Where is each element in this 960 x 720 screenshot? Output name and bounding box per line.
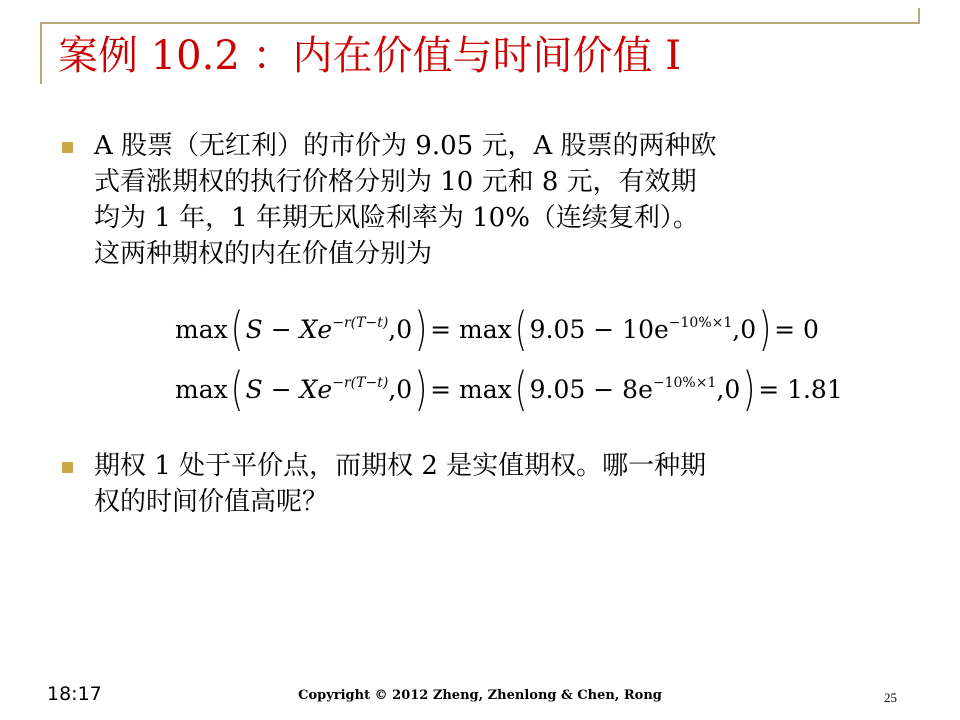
formula-exponent: −r(T−t) [332,375,389,391]
footer-time: 18:17 [47,683,102,705]
slide-title: 案例 10.2 ：内在价值与时间价值 I [58,33,682,79]
paragraph-line: A 股票（无红利）的市价为 9.05 元，A 股票的两种欧 [94,131,717,161]
formula-result: = 0 [774,314,819,344]
paragraph-line: 权的时间价值高呢？ [94,487,329,517]
formula-equals-max: = max [430,314,512,344]
formula-expression-numeric: 9.05 − 8e [529,374,653,404]
formula-paren-open: ( [230,362,243,416]
formula-exponent-numeric: −10%×1 [668,315,733,331]
footer-copyright: Copyright © 2012 Zheng, Zhenlong & Chen, Rong [298,688,662,703]
top-rule [40,22,920,24]
paragraph-line: 均为 1 年，1 年期无风险利率为 10%（连续复利）。 [94,203,699,233]
formula-paren-open: ( [514,302,527,356]
formula-equals-max: = max [430,374,512,404]
formula-expression: S − Xe [245,314,333,344]
formula-max: max [175,374,228,404]
formula-zero: ,0 [388,374,413,404]
bullet-marker-2 [62,462,73,473]
formula-paren-open: ( [230,302,243,356]
formula-expression: S − Xe [245,374,333,404]
formula-option-2 [175,362,843,416]
paragraph-line: 这两种期权的内在价值分别为 [94,239,433,269]
formula-paren-close: ) [742,362,756,416]
formula-zero: ,0 [388,314,413,344]
formula-exponent-numeric: −10%×1 [652,375,717,391]
bullet-paragraph-1 [94,128,914,272]
formula-paren-close: ) [758,302,772,356]
formula-paren-close: ) [414,362,428,416]
paragraph-line: 期权 1 处于平价点，而期权 2 是实值期权。哪一种期 [94,451,707,481]
bullet-marker-1 [62,142,73,153]
formula-expression-numeric: 9.05 − 10e [529,314,669,344]
formula-paren-close: ) [414,302,428,356]
formula-zero: ,0 [716,374,741,404]
left-rule [40,22,42,84]
footer-page-number: 25 [884,690,897,705]
bullet-paragraph-2 [94,448,914,520]
paragraph-line: 式看涨期权的执行价格分别为 10 元和 8 元，有效期 [94,167,697,197]
formula-result: = 1.81 [758,374,843,404]
right-rule [918,8,920,24]
formula-max: max [175,314,228,344]
formula-paren-open: ( [514,362,527,416]
formula-exponent: −r(T−t) [332,315,389,331]
formula-zero: ,0 [732,314,757,344]
formula-option-1 [175,302,819,356]
